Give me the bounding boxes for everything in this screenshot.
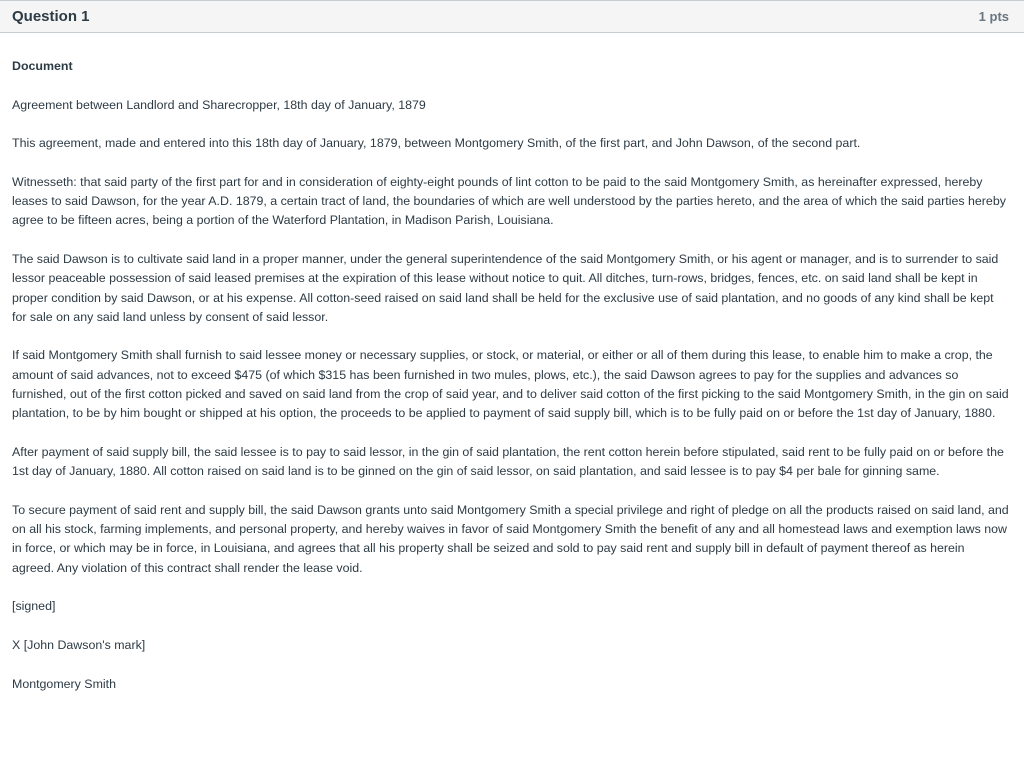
signed-note: [signed] bbox=[12, 599, 56, 614]
signature-name: Montgomery Smith bbox=[12, 676, 116, 691]
document-paragraph: Witnesseth: that said party of the first part for and in consideration of eighty-eight pounds of lint cotton to be paid to the said Montgomery Smith, as hereinafter expressed, hereby leases to said Dawson, for the year A.D. 1879, a certain tract of land, the boundaries of which are well understood by the parties hereto, and the area of which the said parties hereby agree to be fifteen acres, being a portion of the Waterford Plantation, in Madison Parish, Louisiana. bbox=[12, 174, 1006, 228]
document-paragraph: After payment of said supply bill, the said lessee is to pay to said lessor, in the gin of said plantation, the rent cotton herein before stipulated, said rent to be fully paid on or before the 1st day of January, 1880. All cotton raised on said land is to be ginned on the gin of said lessor, on said plantation, and said lessee is to pay $4 per bale for ginning same. bbox=[12, 444, 1004, 479]
question-header bbox=[0, 0, 1024, 33]
document-heading: Document bbox=[12, 59, 73, 73]
question-points: 1 pts bbox=[978, 9, 1009, 24]
document-title-line: Agreement between Landlord and Sharecropper, 18th day of January, 1879 bbox=[12, 97, 426, 112]
question-body bbox=[0, 33, 1024, 694]
signature-mark: X [John Dawson's mark] bbox=[12, 637, 146, 652]
question-title: Question 1 bbox=[12, 8, 90, 25]
document-paragraph: If said Montgomery Smith shall furnish to said lessee money or necessary supplies, or stock, or material, or either or all of them during this lease, to enable him to make a crop, the amount of said advances, not to exceed $475 (of which $315 has been furnished in two mules, plows, etc.), the said Dawson agrees to pay for the supplies and advances so furnished, out of the first cotton picked and saved on said land from the crop of said year, and to deliver said cotton of the first picking to the said Montgomery Smith, in the gin on said plantation, to be by him bought or shipped at his option, the proceeds to be applied to payment of said supply bill, which is to be fully paid on or before the 1st day of January, 1880. bbox=[12, 348, 1009, 421]
document-paragraph: This agreement, made and entered into this 18th day of January, 1879, between Montgomery Smith, of the first part, and John Dawson, of the second part. bbox=[12, 136, 861, 151]
document-paragraph: To secure payment of said rent and supply bill, the said Dawson grants unto said Montgomery Smith a special privilege and right of pledge on all the products raised on said land, and on all his stock, farming implements, and personal property, and hereby waives in favor of said Montgomery Smith the benefit of any and all homestead laws and exemption laws now in force, or which may be in force, in Louisiana, and agrees that all his property shall be seized and sold to pay said rent and supply bill in default of payment thereof as herein agreed. Any violation of this contract shall render the lease void. bbox=[12, 502, 1009, 575]
document-paragraph: The said Dawson is to cultivate said land in a proper manner, under the general superintendence of the said Montgomery Smith, or his agent or manager, and is to surrender to said lessor peaceable possession of said leased premises at the expiration of this lease without notice to quit. All ditches, turn-rows, bridges, fences, etc. on said land shall be kept in proper condition by said Dawson, or at his expense. All cotton-seed raised on said land shall be held for the exclusive use of said plantation, and no goods of any kind shall be kept for sale on any said land unless by consent of said lessor. bbox=[12, 251, 999, 324]
